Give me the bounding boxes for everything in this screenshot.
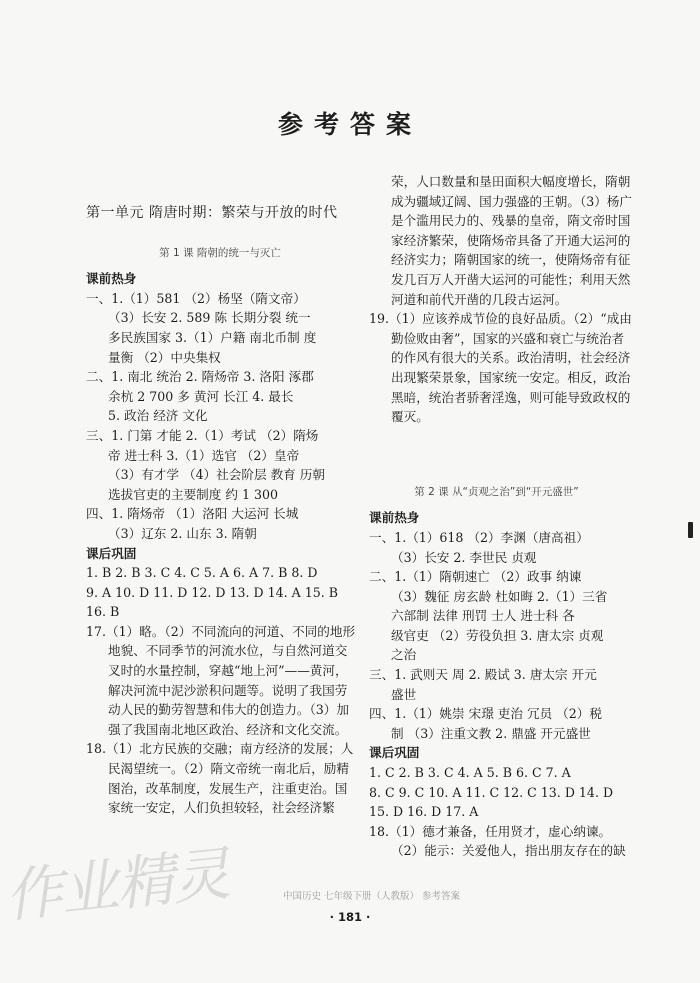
answer-line: 解决河流中泥沙淤积问题等。说明了我国劳 <box>108 682 348 698</box>
answer-line: 黑暗，统治者骄奢淫逸，则可能导致政权的 <box>391 389 631 405</box>
answer-line: 1. B 2. B 3. C 4. C 5. A 6. A 7. B 8. D <box>86 565 318 581</box>
answer-line: 图治，改革制度，发展生产，注重吏治。国 <box>108 780 348 796</box>
answer-line: 一、1.（1）581 （2）杨坚（隋文帝） <box>86 290 306 306</box>
answer-line: 成为疆域辽阔、国力强盛的王朝。（3）杨广 <box>391 193 632 209</box>
answer-line: 1. C 2. B 3. C 4. A 5. B 6. C 7. A <box>369 765 571 781</box>
page-title: 参考答案 <box>277 110 422 139</box>
answer-line: 的作风有很大的关系。政治清明，社会经济 <box>391 350 631 366</box>
answer-line: （3）长安 2. 589 陈 长期分裂 统一 <box>108 310 311 326</box>
answer-line: 覆灭。 <box>391 409 429 425</box>
answer-line: 叉时的水量控制，穿越“地上河”——黄河， <box>108 663 348 679</box>
answer-line: 之治 <box>391 647 417 663</box>
answer-line: 家经济繁荣，使隋炀帝具备了开通大运河的 <box>391 232 631 248</box>
answer-line: 余杭 2 700 多 黄河 长江 4. 最长 <box>108 388 294 404</box>
answer-line: 四、1. 隋炀帝 （1）洛阳 大运河 长城 <box>86 506 299 522</box>
answer-line: 9. A 10. D 11. D 12. D 13. D 14. A 15. B <box>86 584 339 600</box>
answer-line: 多民族国家 3.（1）户籍 南北币制 度 <box>108 329 317 345</box>
answer-line: 17.（1）略。（2）不同流向的河道、不同的地形 <box>86 623 356 639</box>
answer-line: 选拔官吏的主要制度 约 1 300 <box>108 486 278 502</box>
answer-line: 发几百万人开凿大运河的可能性；利用天然 <box>391 271 631 287</box>
answer-line: （3）魏征 房玄龄 杜如晦 2.（1）三省 <box>391 588 608 604</box>
answer-line: 四、1.（1）姚崇 宋璟 吏治 冗员 （2）税 <box>369 706 602 722</box>
answer-line: （3）有才学 （4）社会阶层 教育 历朝 <box>108 467 325 483</box>
answer-line: 18.（1）德才兼备，任用贤才，虚心纳谏。 <box>369 823 612 839</box>
section-heading-review: 课后巩固 <box>86 545 137 561</box>
answer-line: 15. D 16. D 17. A <box>369 804 479 820</box>
answer-line: 帝 进士科 3.（1）选官 （2）皇帝 <box>108 447 300 463</box>
page-number: · 181 · <box>329 910 371 924</box>
right-column <box>369 172 632 861</box>
answer-line: 强了我国南北地区政治、经济和文化交流。 <box>108 721 348 737</box>
section-heading-warmup: 课前热身 <box>86 271 137 287</box>
answer-line: 三、1. 门第 才能 2.（1）考试 （2）隋炀 <box>86 427 319 443</box>
answer-line: 二、1.（1）隋朝速亡 （2）政事 纳谏 <box>369 569 582 585</box>
answer-line: 二、1. 南北 统治 2. 隋炀帝 3. 洛阳 涿郡 <box>86 369 314 385</box>
lesson-2-heading: 第 2 课 从“贞观之治”到“开元盛世” <box>414 485 579 498</box>
answer-line: 制 （3）注重文教 2. 鼎盛 开元盛世 <box>391 725 591 741</box>
section-heading-review: 课后巩固 <box>369 745 420 761</box>
page-footer: 中国历史 七年级下册（人教版） 参考答案 <box>283 891 461 902</box>
answer-line: 出现繁荣景象，国家统一安定。相反，政治 <box>391 369 631 385</box>
answer-line: 18.（1）北方民族的交融；南方经济的发展；人 <box>86 741 354 757</box>
left-column <box>86 202 354 818</box>
answer-line: 民渴望统一。（2）隋文帝统一南北后，励精 <box>108 761 349 777</box>
answer-line: 河道和前代开凿的几段古运河。 <box>391 291 568 307</box>
answer-line: 动人民的勤劳智慧和伟大的创造力。（3）加 <box>108 702 349 718</box>
watermark: 作业精灵 <box>1 839 232 931</box>
answer-line: 是个滥用民力的、残暴的皇帝，隋文帝时国 <box>391 213 631 229</box>
edge-mark <box>688 522 693 538</box>
lesson-1-heading: 第 1 课 隋朝的统一与灭亡 <box>159 246 281 259</box>
unit-heading: 第一单元 隋唐时期：繁荣与开放的时代 <box>86 205 338 221</box>
answer-line: （2）能示：关爱他人，指出朋友存在的缺 <box>391 843 626 859</box>
answer-line: 级官吏 （2）劳役负担 3. 唐太宗 贞观 <box>391 627 604 643</box>
answer-line: （3）辽东 2. 山东 3. 隋朝 <box>108 525 257 541</box>
answer-line: 荣，人口数量和垦田面积大幅度增长，隋朝 <box>391 174 631 189</box>
answer-line: 六部制 法律 刑罚 士人 进士科 各 <box>391 608 575 624</box>
answer-line: 8. C 9. C 10. A 11. C 12. C 13. D 14. D <box>369 784 614 800</box>
answer-line: 经济实力；隋朝国家的统一，使隋炀帝有征 <box>391 252 631 268</box>
answer-line: 5. 政治 经济 文化 <box>108 408 208 424</box>
answer-line: 三、1. 武则天 周 2. 殿试 3. 唐太宗 开元 <box>369 667 597 683</box>
answer-line: 家统一安定，人们负担较轻，社会经济繁 <box>108 800 335 816</box>
section-heading-warmup: 课前热身 <box>369 510 420 526</box>
answer-line: （3）长安 2. 李世民 贞观 <box>391 549 537 565</box>
answer-line: 勤俭败由奢”，国家的兴盛和衰亡与统治者 <box>391 330 625 346</box>
answer-line: 16. B <box>86 604 120 620</box>
answer-line: 一、1.（1）618 （2）李渊（唐高祖） <box>369 529 589 545</box>
answer-line: 量衡 （2）中央集权 <box>108 349 221 365</box>
answer-line: 地貌、不同季节的河流水位，与自然河道交 <box>108 643 348 659</box>
answer-line: 盛世 <box>391 686 417 702</box>
answer-line: 19.（1）应该养成节俭的良好品质。（2）“成由 <box>369 311 632 327</box>
